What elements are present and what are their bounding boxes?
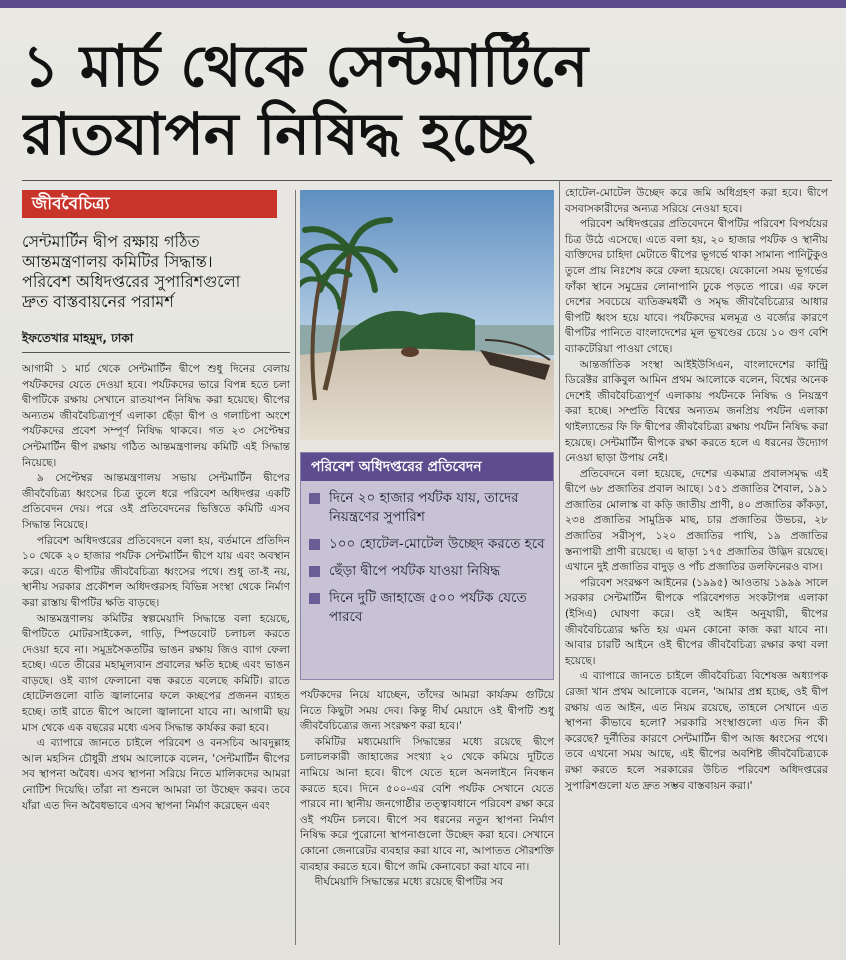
box-title: পরিবেশ অধিদপ্তরের প্রতিবেদন	[301, 453, 553, 481]
deck-line: সেন্টমার্টিন দ্বীপ রক্ষায় গঠিত	[22, 232, 200, 251]
report-summary-box	[300, 452, 554, 680]
column-divider	[295, 190, 296, 945]
paragraph: আগামী ১ মার্চ থেকে সেন্টমার্টিন দ্বীপে শুধু দিনের বেলায় পর্যটকদের যেতে দেওয়া হবে। পর্যটকদের ভারে বিপন্ন হতে চলা দ্বীপটিকে রক্ষায় সেখানে রাতযাপন নিষিদ্ধ করা হয়েছে। দ্বীপের অন্যতম জীববৈচিত্র্যপূর্ণ এলাকা ছেঁড়া দ্বীপ ও গলাচিপা অংশে পর্যটকদের প্রবেশ সম্পূর্ণ নিষিদ্ধ থাকবে। গত ২৩ সেপ্টেম্বর সেন্টমার্টিন দ্বীপ রক্ষায় গঠিত আন্তমন্ত্রণালয় কমিটি এই সিদ্ধান্ত নিয়েছে।	[22, 363, 290, 469]
deck-line: আন্তমন্ত্রণালয় কমিটির সিদ্ধান্ত।	[22, 252, 213, 271]
box-item-text: দিনে ২০ হাজার পর্যটক যায়, তাদের নিয়ন্ত্রণের সুপারিশ	[329, 490, 519, 525]
box-list-item	[309, 535, 545, 554]
square-bullet-icon	[309, 593, 320, 604]
section-tag: জীববৈচিত্র্য	[22, 190, 277, 218]
byline: ইফতেখার মাহমুদ, ঢাকা	[22, 331, 134, 345]
square-bullet-icon	[309, 566, 320, 577]
paragraph: ৯ সেপ্টেম্বর আন্তমন্ত্রণালয় সভায় সেন্টমার্টিন দ্বীপের জীববৈচিত্র্য ধ্বংসের চিত্র তুলে ধরে পরিবেশ অধিদপ্তর একটি প্রতিবেদন দেয়। পরে ওই প্রতিবেদনের ভিত্তিতে কমিটি এসব সিদ্ধান্ত নিয়েছে।	[22, 472, 290, 531]
article-column-2	[300, 688, 554, 946]
top-color-bar	[0, 0, 846, 8]
article-column-1	[22, 362, 290, 947]
deck	[22, 232, 292, 312]
box-list-item	[309, 589, 545, 627]
box-item-text: ছেঁড়া দ্বীপে পর্যটক যাওয়া নিষিদ্ধ	[329, 563, 501, 579]
paragraph: পরিবেশ অধিদপ্তরের প্রতিবেদনে বলা হয়, বর্তমানে প্রতিদিন ১০ থেকে ২০ হাজার পর্যটক সেন্টমার্টিন দ্বীপে যায় এবং অবস্থান করে। এতে দ্বীপটির জীববৈচিত্র্য ধ্বংসের পথে। শুধু তা-ই নয়, স্থানীয় সরকার প্রকৌশল অধিদপ্তরসহ বিভিন্ন সংস্থা থেকে নির্মাণ করা রাস্তায় দ্বীপটির ক্ষতি বাড়ছে।	[22, 534, 290, 609]
paragraph: পরিবেশ সংরক্ষণ আইনের (১৯৯৫) আওতায় ১৯৯৯ সালে সরকার সেন্টমার্টিন দ্বীপকে পরিবেশগত সংকটাপন্ন এলাকা (ইসিএ) ঘোষণা করে। ওই আইন অনুযায়ী, দ্বীপের জীববৈচিত্র্যের ক্ষতি হয় এমন কোনো কাজ করা যাবে না। আবার চারটি আইনে ওই দ্বীপের জীববৈচিত্র্য রক্ষার কথা বলা হয়েছে।	[565, 576, 828, 667]
square-bullet-icon	[309, 539, 320, 550]
deck-line: পরিবেশ অধিদপ্তরের সুপারিশগুলো	[22, 272, 241, 291]
paragraph: হোটেল-মোটেল উচ্ছেদ করে জমি অধিগ্রহণ করা হবে। দ্বীপে বসবাসকারীদের অন্যত্র সরিয়ে নেওয়া হবে।	[565, 187, 828, 215]
headline	[22, 32, 832, 168]
paragraph: পরিবেশ অধিদপ্তরের প্রতিবেদনে দ্বীপটির পরিবেশ বিপর্যয়ের চিত্র উঠে এসেছে। এতে বলা হয়, ২০ হাজার পর্যটক ও স্থানীয় ব্যক্তিদের চাহিদা মেটাতে দ্বীপের ভূগর্ভে থাকা সামান্য পানিটুকুও তুলে প্রায় নিঃশেষ করে ফেলা হয়েছে। যেকোনো সময় ভূগর্ভের ফাঁকা স্থানে সমুদ্রের লোনাপানি ঢুকে পড়তে পারে। এর ফলে দেশের সবচেয়ে ব্যতিক্রমধর্মী ও সমৃদ্ধ জীববৈচিত্র্যের আধার দ্বীপটি ধ্বংস হয়ে যাবে। পর্যটকদের মলমূত্র ও বর্জ্যের কারণে দ্বীপটির পানিতে বাংলাদেশের মূল ভূখণ্ডের চেয়ে ১০ গুণ বেশি ব্যাকটেরিয়া পাওয়া গেছে।	[565, 218, 828, 355]
headline-line-1: ১ মার্চ থেকে সেন্টমার্টিনে	[22, 32, 589, 100]
article-column-3	[565, 186, 828, 946]
paragraph: আন্তর্জাতিক সংস্থা আইইউসিএন, বাংলাদেশের কান্ট্রি ডিরেক্টর রাকিবুল আমিন প্রথম আলোকে বলেন, বিশ্বের অনেক দেশেই জীববৈচিত্র্যপূর্ণ এলাকায় পর্যটনকে নিষিদ্ধ ও নিয়ন্ত্রণ করা হচ্ছে। সম্প্রতি বিশ্বের অন্যতম জনপ্রিয় পর্যটন এলাকা থাইল্যান্ডের ফি ফি দ্বীপের জীববৈচিত্র্য রক্ষায় পর্যটন নিষিদ্ধ করা হয়েছে। সেন্টমার্টিন দ্বীপকে রক্ষা করতে হলে এ ধরনের উদ্যোগ নেওয়া ছাড়া উপায় নেই।	[565, 358, 828, 465]
box-list	[301, 489, 553, 627]
headline-rule	[22, 180, 832, 181]
paragraph: এ ব্যাপারে জানতে চাইলে পরিবেশ ও বনসচিব আবদুল্লাহ আল মহসিন চৌধুরী প্রথম আলোকে বলেন, 'সেন্টমার্টিন দ্বীপের সব স্থাপনা অবৈধ। এসব স্থাপনা সরিয়ে নিতে মালিকদের আমরা নোটিশ দিয়েছি। তাঁরা না শুনলে আমরা তা উচ্ছেদ করব। তবে যাঁরা এত দিন অবৈধভাবে এসব স্থাপনা নির্মাণ করেছেন এবং	[22, 737, 290, 812]
paragraph: পর্যটকদের নিয়ে যাচ্ছেন, তাঁদের আমরা কার্যক্রম গুটিয়ে নিতে কিছুটা সময় দেব। কিন্তু দীর্ঘ মেয়াদে ওই দ্বীপটি শুধু জীববৈচিত্র্যের জন্য সংরক্ষণ করা হবে।'	[300, 689, 554, 733]
headline-line-2: রাতযাপন নিষিদ্ধ হচ্ছে	[22, 100, 530, 168]
deck-line: দ্রুত বাস্তবায়নের পরামর্শ	[22, 292, 174, 311]
box-item-text: দিনে দুটি জাহাজে ৫০০ পর্যটক যেতে পারবে	[329, 590, 527, 625]
palm-beach-image	[300, 190, 554, 440]
box-list-item	[309, 562, 545, 581]
box-item-text: ১০০ হোটেল-মোটেল উচ্ছেদ করতে হবে	[329, 536, 545, 552]
beach-photo	[300, 190, 554, 440]
paragraph: কমিটির মধ্যমেয়াদি সিদ্ধান্তের মধ্যে রয়েছে দ্বীপে চলাচলকারী জাহাজের সংখ্যা ২০ থেকে কমিয়ে দুটিতে নামিয়ে আনা হবে। দ্বীপে যেতে হলে অনলাইনে নিবন্ধন করতে হবে। দিনে ৫০০-এর বেশি পর্যটক সেখানে যেতে পারবে না। স্থানীয় জনগোষ্ঠীর তত্ত্বাবধানে পরিবেশ রক্ষা করে ওই পর্যটন চলবে। দ্বীপে সব ধরনের নতুন স্থাপনা নির্মাণ নিষিদ্ধ করে পুরোনো স্থাপনাগুলো উচ্ছেদ করা হবে। সেখানে কোনো জেনারেটর ব্যবহার করা যাবে না, আপাতত সৌরশক্তি ব্যবহার করতে হবে। দ্বীপে জমি কেনাবেচা করা যাবে না।	[300, 735, 554, 873]
paragraph: এ ব্যাপারে জানতে চাইলে জীববৈচিত্র্য বিশেষজ্ঞ অধ্যাপক রেজা খান প্রথম আলোকে বলেন, 'আমার প্রশ্ন হচ্ছে, ওই দ্বীপ রক্ষায় এত আইন, এত নিয়ম রয়েছে, তাহলে সেখানে এত স্থাপনা কীভাবে হলো? সরকারি সংস্থাগুলো এত দিন কী করেছে? দুর্নীতির কারণে সেন্টমার্টিন দ্বীপ আজ ধ্বংসের পথে। তবে এখনো সময় আছে, এই দ্বীপের অবশিষ্ট জীববৈচিত্র্যকে রক্ষা করতে হলে সরকারের উচিত পরিবেশ অধিদপ্তরের সুপারিশগুলো যত দ্রুত সম্ভব বাস্তবায়ন করা।'	[565, 670, 828, 792]
byline-rule	[22, 352, 290, 353]
column-divider	[559, 180, 560, 945]
paragraph: দীর্ঘমেয়াদি সিদ্ধান্তের মধ্যে রয়েছে দ্বীপটির সব	[314, 876, 504, 889]
paragraph: প্রতিবেদনে বলা হয়েছে, দেশের একমাত্র প্রবালসমৃদ্ধ এই দ্বীপে ৬৮ প্রজাতির প্রবাল আছে। ১৫১ প্রজাতির শৈবাল, ১৯১ প্রজাতির মোলাস্ক বা কড়ি জাতীয় প্রাণী, ৪০ প্রজাতির কাঁকড়া, ২৩৪ প্রজাতির সামুদ্রিক মাছ, চার প্রজাতির উভচর, ২৮ প্রজাতির সরীসৃপ, ১২০ প্রজাতির পাখি, ১৯ প্রজাতির স্তন্যপায়ী প্রাণী রয়েছে। এ ছাড়া ১৭৫ প্রজাতির উদ্ভিদ রয়েছে। এখানে দুই প্রজাতির বাদুড় ও পাঁচ প্রজাতির ডলফিনেরও বাস।	[565, 467, 828, 574]
box-list-item	[309, 489, 545, 527]
square-bullet-icon	[309, 493, 320, 504]
paragraph: আন্তমন্ত্রণালয় কমিটির স্বল্পমেয়াদি সিদ্ধান্তে বলা হয়েছে, দ্বীপটিতে মোটরসাইকেল, গাড়ি, স্পিডবোট চলাচল করতে দেওয়া হবে না। সমুদ্রসৈকতটির ভাঙন রক্ষায় জিও ব্যাগ ফেলা হচ্ছে। এতে তীরের মহামূল্যবান প্রবালের ক্ষতি হচ্ছে এবং ভাঙন বাড়ছে। ওই ব্যাগ ফেলানো বন্ধ করতে বলেছে কমিটি। রাতে হোটেলগুলো বাতি জ্বালানোর ফলে কচ্ছপের প্রজনন ব্যাহত হচ্ছে। তাই রাতে দ্বীপে আলো জ্বালানো যাবে না। আগামী ছয় মাস থেকে এক বছরের মধ্যে এসব সিদ্ধান্ত কার্যকর করা হবে।	[22, 612, 290, 734]
